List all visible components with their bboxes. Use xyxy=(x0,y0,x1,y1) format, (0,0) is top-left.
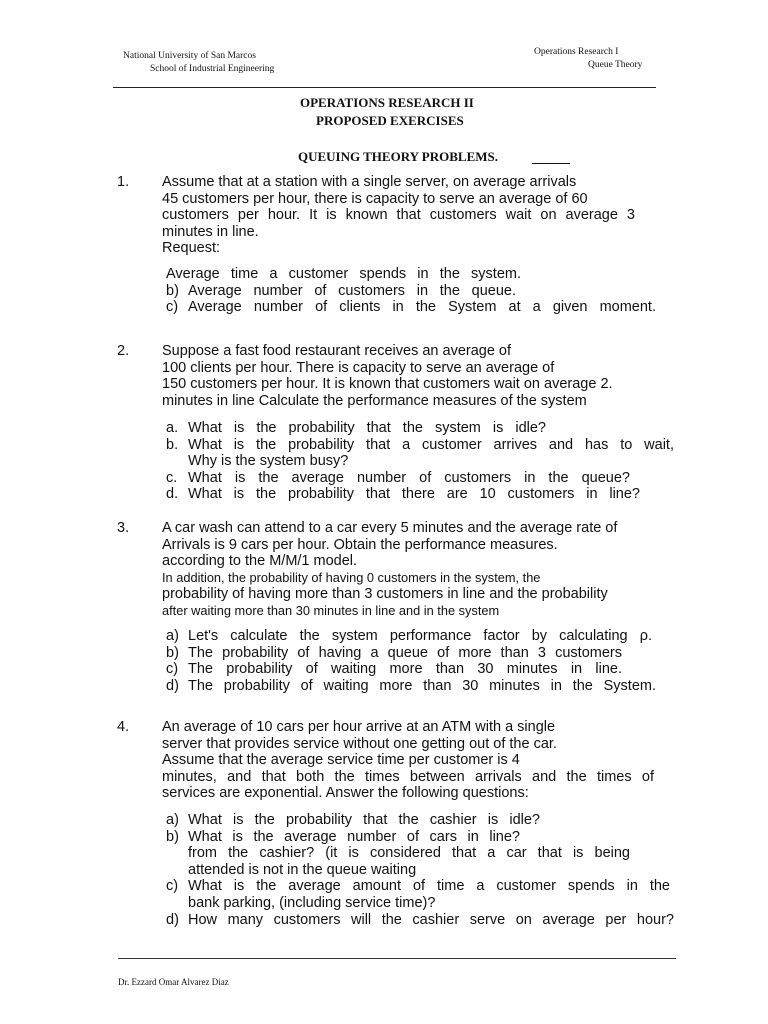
list-item xyxy=(166,878,670,895)
item-text: Average time a customer spends in the system. xyxy=(166,266,521,282)
item-label: a) xyxy=(166,628,179,644)
item-label: b) xyxy=(166,828,179,845)
item-text: What is the probability that a customer arrives and has to wait, xyxy=(188,436,674,453)
section-title-underline xyxy=(532,163,570,164)
problem-text-line: services are exponential. Answer the following questions: xyxy=(162,785,529,802)
university-name: National University of San Marcos xyxy=(123,51,256,61)
item-label: b) xyxy=(166,644,179,661)
item-text: The probability of waiting more than 30 minutes in the System. xyxy=(188,677,656,694)
list-item xyxy=(166,829,670,846)
problem-1-statement xyxy=(162,174,635,257)
section-title: QUEUING THEORY PROBLEMS. xyxy=(298,149,498,164)
problem-number: 1. xyxy=(117,174,130,190)
problem-text-line: Request: xyxy=(162,240,221,257)
footer-author: Dr. Ezzard Omar Alvarez Diaz xyxy=(118,977,229,987)
item-label: b. xyxy=(166,436,179,453)
problem-4-statement xyxy=(162,719,654,802)
problem-4-items xyxy=(166,812,674,928)
list-item xyxy=(166,677,656,695)
document-title: OPERATIONS RESEARCH II xyxy=(300,95,474,110)
list-item xyxy=(166,420,674,437)
problem-text-line: Assume that at a station with a single server, on average arrivals xyxy=(162,174,577,190)
problem-1-items xyxy=(166,266,656,316)
school-name: School of Industrial Engineering xyxy=(150,64,275,74)
problem-text-line: minutes, and that both the times between arrivals and the times of xyxy=(162,768,654,785)
item-continuation: attended is not in the queue waiting xyxy=(188,861,417,878)
problem-2-statement xyxy=(162,343,613,409)
problem-text-line: server that provides service without one getting out of the car. xyxy=(162,735,557,752)
header-divider xyxy=(113,87,656,88)
item-text: What is the average number of cars in line? xyxy=(188,828,520,845)
problem-text-line: A car wash can attend to a car every 5 minutes and the average rate of xyxy=(162,520,618,536)
problem-text-line: In addition, the probability of having 0 customers in the system, the xyxy=(162,569,541,585)
problem-number: 4. xyxy=(117,719,130,735)
course-name: Operations Research I xyxy=(534,47,619,57)
item-text: Average number of customers in the queue. xyxy=(188,282,516,299)
problem-2-items xyxy=(166,420,674,503)
item-text: What is the probability that there are 10 customers in line? xyxy=(188,486,640,503)
problem-number: 3. xyxy=(117,520,130,536)
problem-number: 2. xyxy=(117,343,130,359)
header-right xyxy=(534,46,642,72)
item-label: c. xyxy=(166,469,178,486)
item-text: What is the average number of customers in the queue? xyxy=(188,469,630,486)
problem-text-line: probability of having more than 3 customers in line and the probability xyxy=(162,586,608,603)
document-subtitle: PROPOSED EXERCISES xyxy=(316,113,464,128)
list-item xyxy=(166,628,652,645)
problem-text-line: minutes in line. xyxy=(162,223,259,240)
item-text: Let's calculate the system performance factor by calculating ρ. xyxy=(188,628,652,644)
item-label: b) xyxy=(166,282,179,299)
item-label: d) xyxy=(166,911,179,928)
item-continuation: Why is the system busy? xyxy=(188,453,349,470)
item-text: What is the probability that the cashier is idle? xyxy=(188,812,540,828)
item-label: c) xyxy=(166,878,179,895)
problem-text-line: Arrivals is 9 cars per hour. Obtain the performance measures. xyxy=(162,536,558,553)
list-item xyxy=(166,299,656,316)
header-left xyxy=(123,50,274,76)
item-label: d) xyxy=(166,677,179,694)
item-text: How many customers will the cashier serve on average per hour? xyxy=(188,911,674,928)
item-continuation: bank parking, (including service time)? xyxy=(188,894,436,911)
item-label: a. xyxy=(166,420,179,436)
problem-3-items xyxy=(166,628,656,694)
item-label: c) xyxy=(166,661,179,678)
problem-text-line: 45 customers per hour, there is capacity to serve an average of 60 xyxy=(162,190,588,207)
item-label: d. xyxy=(166,486,179,503)
list-item xyxy=(166,486,674,503)
problem-text-line: according to the M/M/1 model. xyxy=(162,553,358,570)
list-item xyxy=(166,437,674,454)
problem-3-statement xyxy=(162,520,617,620)
problem-text-line: An average of 10 cars per hour arrive at an ATM with a single xyxy=(162,719,556,735)
list-item xyxy=(166,645,652,662)
problem-text-line: after waiting more than 30 minutes in line and in the system xyxy=(162,602,500,618)
problem-text-line: customers per hour. It is known that customers wait on average 3 xyxy=(162,207,635,224)
problem-text-line: Assume that the average service time per customer is 4 xyxy=(162,752,520,769)
course-topic: Queue Theory xyxy=(588,60,643,70)
problem-text-line: 100 clients per hour. There is capacity to serve an average of xyxy=(162,359,555,376)
problem-text-line: Suppose a fast food restaurant receives an average of xyxy=(162,343,512,359)
item-text: The probability of waiting more than 30 minutes in line. xyxy=(188,661,622,678)
item-continuation: from the cashier? (it is considered that a car that is being xyxy=(188,845,630,862)
list-item xyxy=(166,283,656,300)
problem-text-line: 150 customers per hour. It is known that customers wait on average 2. xyxy=(162,376,613,393)
item-label: c) xyxy=(166,299,179,316)
item-label: a) xyxy=(166,812,179,828)
problem-text-line: minutes in line Calculate the performance measures of the system xyxy=(162,392,587,409)
list-item xyxy=(166,812,670,829)
list-item xyxy=(166,470,674,487)
item-text: The probability of having a queue of more than 3 customers xyxy=(188,644,622,661)
item-text: Average number of clients in the System at a given moment. xyxy=(188,299,656,316)
list-item xyxy=(166,661,652,678)
list-item xyxy=(166,266,656,283)
item-text: What is the average amount of time a customer spends in the xyxy=(188,878,670,895)
item-text: What is the probability that the system is idle? xyxy=(188,420,546,436)
footer-divider xyxy=(118,958,676,959)
list-item xyxy=(166,911,674,929)
